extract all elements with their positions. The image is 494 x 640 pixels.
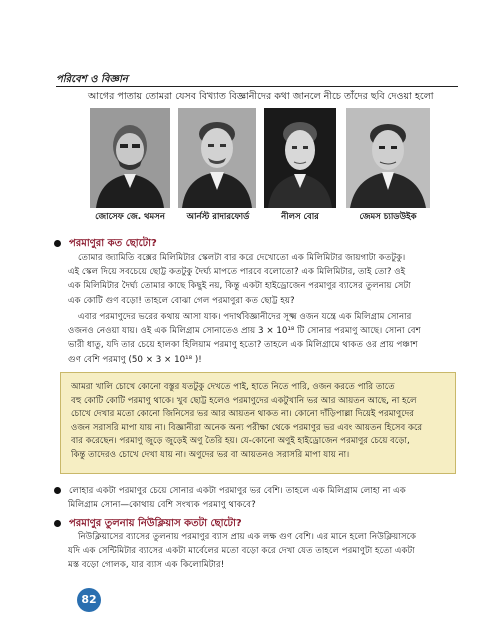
text-line: মিলিগ্রাম সোনা—কোথায় বেশি সংখ্যক পরমাণু থাকবে? (68, 500, 256, 511)
text-line: ওজন সরাসরি মাপা যায় না। বিজ্ঞানীরা অনেক অন্য পরীক্ষা থেকে পরমাণুর ভর এবং আয়তন হিসেব করে (71, 422, 423, 433)
question-iron-gold (54, 484, 456, 512)
scientist-photos (90, 108, 430, 208)
section-heading-nucleus-size: পরমাণুর তুলনায় নিউক্লিয়াস কতটা ছোটো? (54, 516, 242, 533)
photo-intro-text: আগের পাতায় তোমরা যেসব বিখ্যাত বিজ্ঞানীদের কথা জানলে নীচে তাঁদের ছবি দেওয়া হলো (88, 91, 434, 102)
caption-thomson: জোসেফ জে. থমসন (95, 212, 165, 222)
text-line: মস্ত বড়ো গোলক, যার ব্যাস এক কিলোমিটার! (68, 560, 225, 571)
header-rule (56, 86, 458, 87)
info-box (60, 372, 456, 474)
bullet-icon (54, 487, 61, 494)
text-line: ভারী ধাতু, যদি তার চেয়ে হালকা হিলিয়াম পরমাণু হতো? তাহলে এক মিলিগ্রামে থাকত ওর প্রায় পঞ্চাশ (68, 340, 418, 351)
bullet-icon (54, 520, 61, 527)
text-line: বহু কোটি কোটি পরমাণু থাকে। খুব ছোট্ট হলেও পরমাণুদের একটুখানি ভর আর আয়তন আছে, না হলে (71, 395, 417, 406)
text-line: আমরা খালি চোখে কোনো বস্তুর যতটুকু দেখতে পাই, হাতে নিতে পারি, ওজন করতে পারি তাতে (71, 382, 395, 392)
text-line: ওজনও নেওয়া যায়। ওই এক মিলিগ্রাম সোনাতেও প্রায় 3 × 10¹⁸ টি সোনার পরমাণু আছে। সোনা বেশ (68, 326, 421, 337)
photo-captions (90, 210, 430, 224)
text-line: এক মিলিমিটার দৈর্ঘ্য তোমার কাছে কিছুই নয়, কিন্তু একটা হাইড্রোজেন পরমাণুর ব্যাসের তুলনায় সেটা (68, 281, 411, 292)
bullet-icon (54, 240, 61, 247)
text-line: যদি এক সেন্টিমিটার ব্যাসের একটা মার্বেলের মতো বড়ো করে দেখা যেত তাহলে পরমাণুটা হতো একটা (68, 546, 415, 557)
text-line: নিউক্লিয়াসের ব্যাসের তুলনায় পরমাণুর ব্যাস প্রায় এক লক্ষ গুণ বেশি। এর মানে হলো নিউক্লিয়াসকে (78, 532, 417, 542)
text-line: কিন্তু তাদেরও চোখে দেখা যায় না। অণুদের ভর বা আয়তনও সরাসরি মাপা যায় না। (71, 449, 350, 460)
paragraph-nucleus-size (68, 530, 456, 573)
page-number-badge: 82 (77, 588, 101, 612)
photo-bohr (264, 108, 336, 208)
caption-rutherford: আর্নস্ট রাদারফোর্ড (186, 212, 250, 222)
text-line: এক কোটি গুণ বড়ো! তাহলে বোঝা গেল পরমাণুরা কত ছোট্ট হয়? (68, 295, 295, 306)
photo-thomson (90, 108, 170, 208)
photo-chadwick (346, 108, 430, 208)
paragraph-atom-size (68, 251, 456, 308)
text-line: লোহার একটা পরমাণুর চেয়ে সোনার একটা পরমাণুর ভর বেশি। তাহলে এক মিলিগ্রাম লোহা না এক (69, 486, 406, 496)
section-heading-atom-size: পরমাণুরা কত ছোটো? (54, 236, 157, 253)
text-line: চোখে দেখার মতো কোনো জিনিসের ভর আর আয়তন থাকত না। কোনো দাঁড়িপাল্লা দিয়েই পরমাণুদের (71, 409, 414, 420)
paragraph-atom-mass (68, 310, 456, 367)
text-line: এই স্কেল দিয়ে সবচেয়ে ছোট্ট কতটুকু দৈর্ঘ্য মাপতে পারবে বলোতো? এক মিলিমিটার, তাই তো? ওই (68, 267, 406, 278)
text-line: বার করেছেন। পরমাণু জুড়ে জুড়েই অণু তৈরি হয়। যে-কোনো অণুই হাইড্রোজেন পরমাণুর চেয়ে বড়ো, (71, 436, 410, 447)
caption-bohr: নীলস বোর (281, 212, 319, 222)
text-line: এবার পরমাণুদের ভরের কথায় আসা যাক। পদার্থবিজ্ঞানীদের সূক্ষ্ম ওজন যন্ত্রে এক মিলিগ্রাম সোনার (78, 312, 412, 322)
text-line: তোমার জ্যামিতি বক্সের মিলিমিটার স্কেলটা বার করে দেখোতো এক মিলিমিটার জায়গাটা কতটুকু। (78, 253, 406, 263)
caption-chadwick: জেমস চ্যাডউইক (359, 212, 417, 222)
text-line: গুণ বেশি পরমাণু (50 × 3 × 10¹⁸ )! (68, 354, 202, 365)
photo-rutherford (178, 108, 256, 208)
running-header: পরিবেশ ও বিজ্ঞান (56, 74, 128, 85)
